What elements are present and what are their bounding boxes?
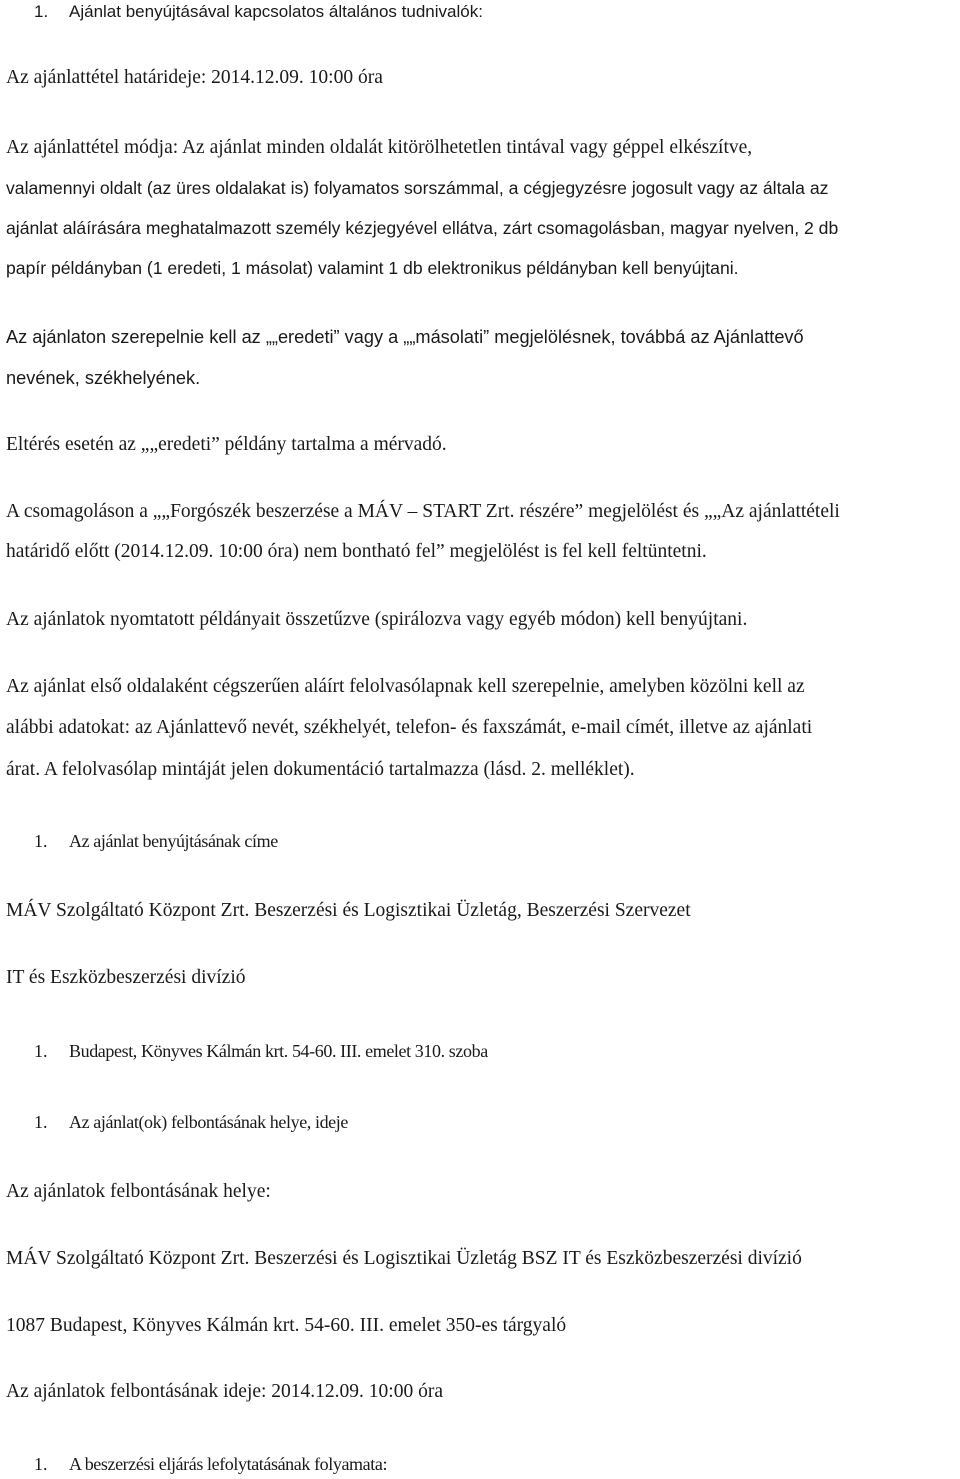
paragraph-line: valamennyi oldalt (az üres oldalakat is) folyamatos sorszámmal, a cégjegyzésre jogosult vagy az általa az [6,178,829,198]
paragraph-line: nevének, székhelyének. [6,368,201,388]
address-item-text: Budapest, Könyves Kálmán krt. 54-60. III. emelet 310. szoba [69,1041,488,1061]
opening-place-label: Az ajánlatok felbontásának helye: [6,1181,271,1202]
section-3-number: 1. [34,1112,48,1132]
deadline-text: Az ajánlattétel határideje: 2014.12.09. 10:00 óra [6,67,383,88]
address-division: IT és Eszközbeszerzési divízió [6,967,246,988]
section-3-title: Az ajánlat(ok) felbontásának helye, ideje [69,1112,348,1132]
section-1-title: Ajánlat benyújtásával kapcsolatos általános tudnivalók: [69,2,483,21]
opening-time: Az ajánlatok felbontásának ideje: 2014.12.09. 10:00 óra [6,1381,443,1402]
paragraph-line: alábbi adatokat: az Ajánlattevő nevét, székhelyét, telefon- és faxszámát, e-mail címét, illetve az ajánlati [6,717,813,738]
paragraph-line: árat. A felolvasólap mintáját jelen dokumentáció tartalmazza (lásd. 2. melléklet). [6,759,635,780]
opening-address: 1087 Budapest, Könyves Kálmán krt. 54-60. III. emelet 350-es tárgyaló [6,1315,567,1336]
paragraph-line: A csomagoláson a „„Forgószék beszerzése a MÁV – START Zrt. részére” megjelölést és „„Az ajánlattételi [6,501,840,522]
paragraph-line: Az ajánlaton szerepelnie kell az „„eredeti” vagy a „„másolati” megjelölésnek, továbbá az Ajánlattevő [6,327,804,347]
deviation-text: Eltérés esetén az „„eredeti” példány tartalma a mérvadó. [6,434,447,455]
paragraph-line: Az ajánlattétel módja: Az ajánlat minden oldalát kitörölhetetlen tintával vagy géppel elkészítve, [6,137,753,158]
section-4-number: 1. [34,1454,48,1474]
section-2-number: 1. [34,831,48,851]
address-item-number: 1. [34,1041,48,1061]
address-organization: MÁV Szolgáltató Központ Zrt. Beszerzési és Logisztikai Üzletág, Beszerzési Szervezet [6,900,691,921]
section-2-title: Az ajánlat benyújtásának címe [69,831,278,851]
section-4-title: A beszerzési eljárás lefolytatásának folyamata: [69,1454,388,1474]
paragraph-line: Az ajánlat első oldalaként cégszerűen aláírt felolvasólapnak kell szerepelnie, amelyben közölni kell az [6,676,805,697]
printed-copies-text: Az ajánlatok nyomtatott példányait összetűzve (spirálozva vagy egyéb módon) kell benyújtani. [6,609,748,630]
paragraph-line: papír példányban (1 eredeti, 1 másolat) valamint 1 db elektronikus példányban kell benyújtani. [6,258,739,278]
paragraph-line: határidő előtt (2014.12.09. 10:00 óra) nem bontható fel” megjelölést is fel kell feltüntetni. [6,541,707,562]
opening-organization: MÁV Szolgáltató Központ Zrt. Beszerzési és Logisztikai Üzletág BSZ IT és Eszközbeszerzési divízió [6,1248,802,1269]
paragraph-line: ajánlat aláírására meghatalmazott személy kézjegyével ellátva, zárt csomagolásban, magyar nyelven, 2 db [6,218,839,238]
section-1-number: 1. [34,2,49,21]
